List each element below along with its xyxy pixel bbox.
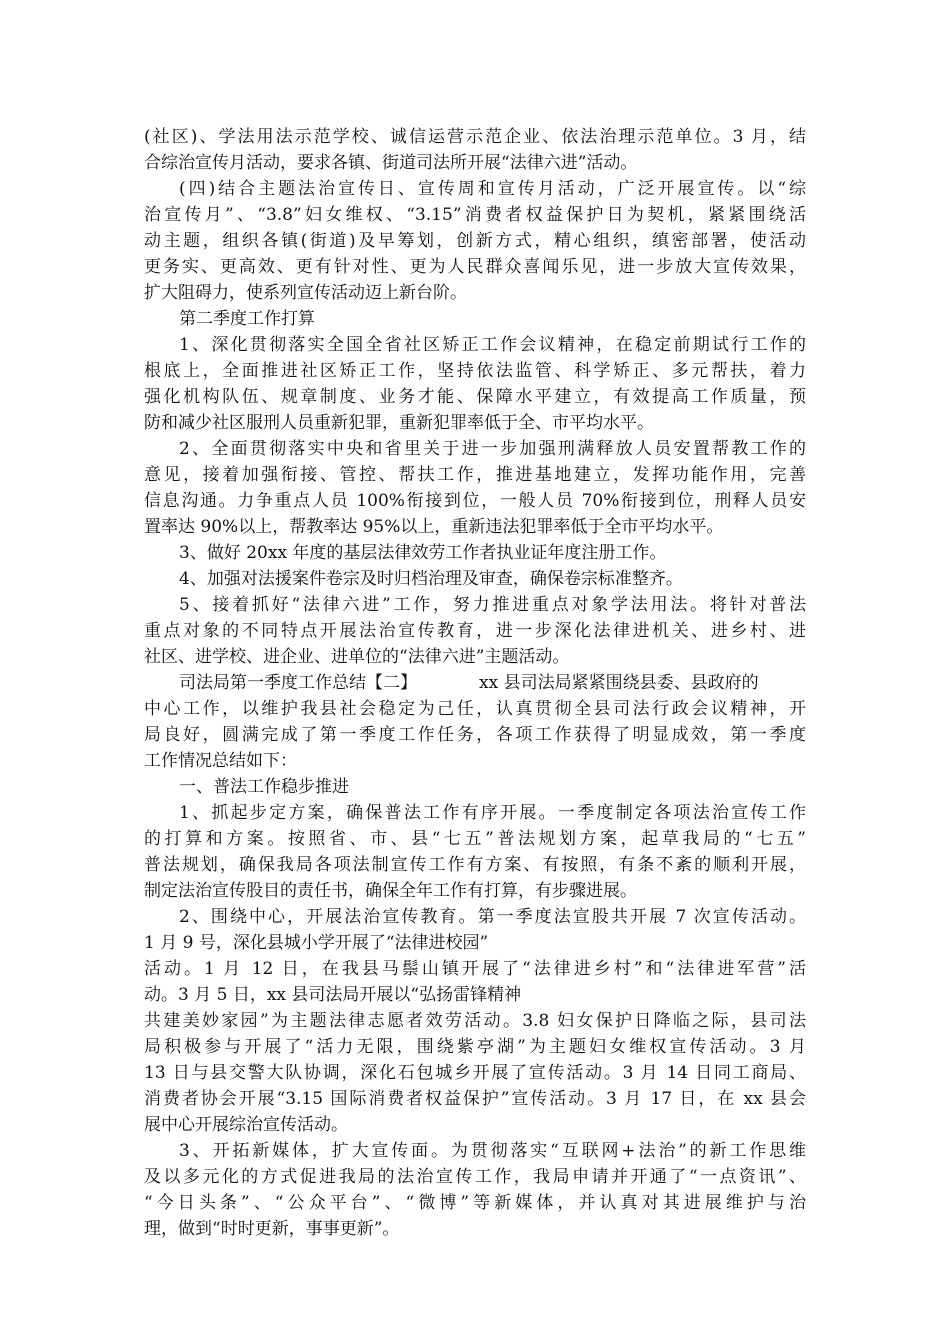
text-line: 治宣传月”、“3.8”妇女维权、“3.15”消费者权益保护日为契机，紧紧围绕活 — [144, 205, 806, 225]
text-line: 1 月 9 号，深化县城小学开展了“法律进校园” — [144, 933, 489, 953]
text-line: 制定法治宣传股目的责任书，确保全年工作有打算，有步骤进展。 — [144, 881, 637, 901]
text-line: 动。3 月 5 日，xx 县司法局开展以“弘扬雷锋精神 — [144, 985, 522, 1005]
text-line: 展中心开展综治宣传活动。 — [144, 1115, 348, 1135]
text-line: 普法规划，确保我局各项法制宣传工作有方案、有按照，有条不紊的顺利开展， — [144, 855, 806, 875]
text-line: 合综治宣传月活动，要求各镇、街道司法所开展“法律六进”活动。 — [144, 153, 638, 173]
text-line: 的打算和方案。按照省、市、县“七五”普法规划方案，起草我局的“七五” — [144, 829, 806, 849]
text-line: 局良好，圆满完成了第一季度工作任务，各项工作获得了明显成效，第一季度 — [144, 725, 806, 745]
text-line: 活动。1 月 12 日，在我县马鬃山镇开展了“法律进乡村”和“法律进军营”活 — [144, 959, 806, 979]
text-line: 重点对象的不同特点开展法治宣传教育，进一步深化法律进机关、进乡村、进 — [144, 621, 806, 641]
paragraph-start: 5、接着抓好“法律六进”工作，努力推进重点对象学法用法。将针对普法 — [179, 595, 806, 615]
text-line: 13 日与县交警大队协调，深化石包城乡开展了宣传活动。3 月 14 日同工商局、 — [144, 1063, 806, 1083]
text-line: 中心工作，以维护我县社会稳定为己任，认真贯彻全县司法行政会议精神，开 — [144, 699, 806, 719]
text-line: 及以多元化的方式促进我局的法治宣传工作，我局申请并开通了“一点资讯”、 — [144, 1167, 806, 1187]
paragraph-start: 3、开拓新媒体，扩大宣传面。为贯彻落实“互联网+法治”的新工作思维 — [179, 1141, 806, 1161]
text-line: 工作情况总结如下： — [144, 751, 297, 771]
paragraph-start: 1、抓起步定方案，确保普法工作有序开展。一季度制定各项法治宣传工作 — [179, 803, 806, 823]
document-body — [144, 124, 806, 1242]
paragraph-start: 2、围绕中心，开展法治宣传教育。第一季度法宣股共开展 7 次宣传活动。 — [179, 907, 806, 927]
text-line: 共建美妙家园”为主题法律志愿者效劳活动。3.8 妇女保护日降临之际，县司法 — [144, 1011, 806, 1031]
text-line: 意见，接着加强衔接、管控、帮扶工作，推进基地建立，发挥功能作用，完善 — [144, 465, 806, 485]
text-line: 社区、进学校、进企业、进单位的“法律六进”主题活动。 — [144, 647, 570, 667]
text-line: 防和减少社区服刑人员重新犯罪，重新犯罪率低于全、市平均水平。 — [144, 413, 654, 433]
text-line: 根底上，全面推进社区矫正工作，坚持依法监管、科学矫正、多元帮扶，着力 — [144, 361, 806, 381]
text-line: 置率达 90%以上，帮教率达 95%以上，重新违法犯罪率低于全市平均水平。 — [144, 517, 724, 537]
section-heading: 第二季度工作打算 — [179, 309, 315, 329]
text-line: “今日头条”、“公众平台”、“微博”等新媒体，并认真对其进展维护与治 — [144, 1193, 806, 1213]
text-line: 更务实、更高效、更有针对性、更为人民群众喜闻乐见，进一步放大宣传效果， — [144, 257, 806, 277]
document-title-line — [144, 670, 806, 696]
paragraph-start: (四)结合主题法治宣传日、宣传周和宣传月活动，广泛开展宣传。以“综 — [179, 179, 806, 199]
paragraph-start: 2、全面贯彻落实中央和省里关于进一步加强刑满释放人员安置帮教工作的 — [179, 439, 806, 459]
text-line: 强化机构队伍、规章制度、业务才能、保障水平建立，有效提高工作质量，预 — [144, 387, 806, 407]
paragraph-start: 3、做好 20xx 年度的基层法律效劳工作者执业证年度注册工作。 — [179, 543, 667, 563]
document-title: 司法局第一季度工作总结【二】 — [179, 673, 417, 693]
text-line: 消费者协会开展“3.15 国际消费者权益保护”宣传活动。3 月 17 日，在 xx 县会 — [144, 1089, 806, 1109]
paragraph-start: 4、加强对法援案件卷宗及时归档治理及审查，确保卷宗标准整齐。 — [179, 569, 683, 589]
text-line: (社区)、学法用法示范学校、诚信运营示范企业、依法治理示范单位。3 月，结 — [144, 127, 806, 147]
text-line: 扩大阻碍力，使系列宣传活动迈上新台阶。 — [144, 283, 467, 303]
text-line: 理，做到“时时更新，事事更新”。 — [144, 1219, 400, 1239]
paragraph-start: 1、深化贯彻落实全国全省社区矫正工作会议精神，在稳定前期试行工作的 — [179, 335, 806, 355]
intro-text: xx 县司法局紧紧围绕县委、县政府的 — [479, 673, 759, 693]
text-line: 动主题，组织各镇(街道)及早筹划，创新方式，精心组织，缜密部署，使活动 — [144, 231, 806, 251]
section-heading: 一、普法工作稳步推进 — [179, 777, 349, 797]
text-line: 信息沟通。力争重点人员 100%衔接到位，一般人员 70%衔接到位，刑释人员安 — [144, 491, 806, 511]
text-line: 局积极参与开展了“活力无限，围绕紫亭湖”为主题妇女维权宣传活动。3 月 — [144, 1037, 806, 1057]
